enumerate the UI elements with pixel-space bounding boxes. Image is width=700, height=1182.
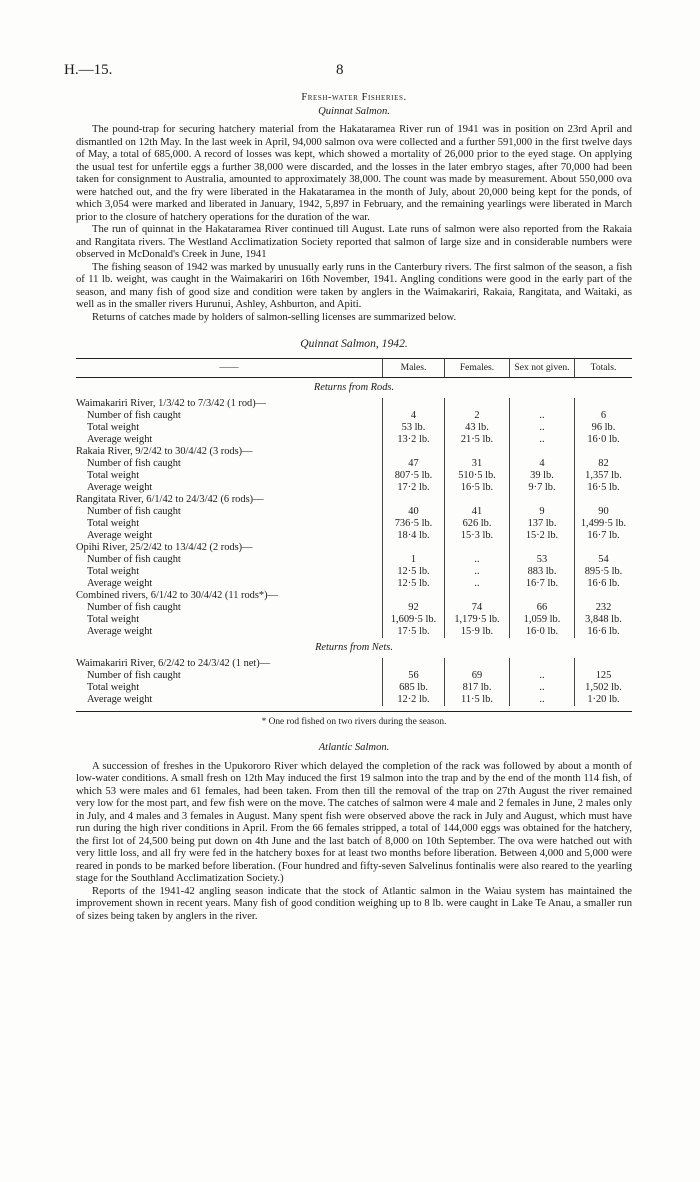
row-label-text: Total weight bbox=[87, 613, 140, 625]
empty-cell bbox=[510, 446, 575, 458]
table-cell: 895·5 lb. bbox=[575, 566, 633, 578]
table-row bbox=[76, 518, 632, 530]
table-cell: 16·0 lb. bbox=[575, 434, 633, 446]
row-label bbox=[76, 626, 383, 638]
row-label bbox=[76, 530, 383, 542]
subheading: Quinnat Salmon. bbox=[318, 105, 390, 117]
row-label-text: Average weight bbox=[87, 577, 153, 589]
row-label-text: Average weight bbox=[87, 693, 153, 705]
table-cell: 4 bbox=[383, 410, 445, 422]
empty-cell bbox=[510, 494, 575, 506]
row-label bbox=[76, 670, 383, 682]
paragraph: The run of quinnat in the Hakataramea River continued till August. Late runs of salmon were also reported from the Rakaia and Rangitata rivers. The Westland Acclimatization Society reported that salmon of large size and in considerable numbers were observed in McDonald's Creek in June, 1941 bbox=[76, 224, 632, 260]
table-cell: 41 bbox=[445, 506, 510, 518]
table-group-row bbox=[76, 398, 632, 410]
table-cell: 74 bbox=[445, 602, 510, 614]
table-cell: .. bbox=[510, 434, 575, 446]
table-footnote: * One rod fished on two rivers during the season. bbox=[76, 711, 632, 729]
table-row bbox=[76, 410, 632, 422]
empty-cell bbox=[383, 542, 445, 554]
table-row bbox=[76, 670, 632, 682]
row-label-text: Total weight bbox=[87, 517, 140, 529]
table-cell: 16·7 lb. bbox=[575, 530, 633, 542]
empty-cell bbox=[383, 446, 445, 458]
table-cell: .. bbox=[445, 566, 510, 578]
table-cell: .. bbox=[510, 682, 575, 694]
row-label bbox=[76, 434, 383, 446]
row-label bbox=[76, 410, 383, 422]
table-cell: 56 bbox=[383, 670, 445, 682]
table-group-row bbox=[76, 542, 632, 554]
table-cell: 69 bbox=[445, 670, 510, 682]
table-cell: 82 bbox=[575, 458, 633, 470]
empty-cell bbox=[510, 658, 575, 670]
column-header: Totals. bbox=[575, 358, 633, 377]
column-header: Males. bbox=[383, 358, 445, 377]
table-cell: 12·5 lb. bbox=[383, 566, 445, 578]
table-cell: 9 bbox=[510, 506, 575, 518]
row-label bbox=[76, 694, 383, 706]
table-cell: 807·5 lb. bbox=[383, 470, 445, 482]
empty-cell bbox=[445, 658, 510, 670]
table-group-row bbox=[76, 446, 632, 458]
table-cell: 12·5 lb. bbox=[383, 578, 445, 590]
row-label bbox=[76, 566, 383, 578]
table-cell: 16·5 lb. bbox=[575, 482, 633, 494]
group-label: Opihi River, 25/2/42 to 13/4/42 (2 rods)— bbox=[76, 541, 253, 553]
column-header: —— bbox=[76, 358, 383, 377]
column-header: Females. bbox=[445, 358, 510, 377]
empty-cell bbox=[383, 590, 445, 602]
table-cell: 16·5 lb. bbox=[445, 482, 510, 494]
table-row bbox=[76, 554, 632, 566]
table-cell: 43 lb. bbox=[445, 422, 510, 434]
table-row bbox=[76, 506, 632, 518]
table-section-row bbox=[76, 638, 632, 658]
table-cell: 18·4 lb. bbox=[383, 530, 445, 542]
empty-cell bbox=[445, 398, 510, 410]
document-body bbox=[76, 92, 632, 923]
empty-cell bbox=[575, 542, 633, 554]
table-cell: 883 lb. bbox=[510, 566, 575, 578]
table-cell: 510·5 lb. bbox=[445, 470, 510, 482]
row-label bbox=[76, 518, 383, 530]
table-row bbox=[76, 470, 632, 482]
table-row bbox=[76, 530, 632, 542]
table-cell: 16·0 lb. bbox=[510, 626, 575, 638]
row-label-text: Total weight bbox=[87, 565, 140, 577]
empty-cell bbox=[383, 494, 445, 506]
table-cell: 13·2 lb. bbox=[383, 434, 445, 446]
empty-cell bbox=[510, 398, 575, 410]
paragraph: A succession of freshes in the Upukororo River which delayed the completion of the rack was followed by about a month of low-water conditions. A small fresh on 12th May induced the first 19 salmon into the trap and by the end of the month 114 fish, of which 53 were males and 61 females, had been taken. From then till the removal of the trap on 27th August the river remained very low for the most part, and few fish were on the move. The catches of salmon were 4 male and 2 females in June, 2 males only in July, and 4 males and 3 females in August. Many spent fish were observed above the rack in July and August, which must have run during the high river conditions in April. From the 66 females stripped, a total of 144,000 eggs was obtained for the hatchery, the first lot of 24,500 being put down on 4th June and the last batch of 8,000 on 10th September. The ova were hatched out with very little loss, and all fry were fed in the hatchery boxes for at least two months before liberation. Between 4,000 and 5,000 were reared in ponds to be marked before liberation. (Four hundred and fifty-seven Salvelinus fontinalis were also reared to the yearling stage for the Southland Acclimatization Society.) bbox=[76, 760, 632, 884]
table-row bbox=[76, 458, 632, 470]
atlantic-heading: Atlantic Salmon. bbox=[318, 742, 390, 753]
table-cell: 137 lb. bbox=[510, 518, 575, 530]
row-label-text: Number of fish caught bbox=[87, 409, 181, 421]
table-cell: 232 bbox=[575, 602, 633, 614]
row-label bbox=[76, 578, 383, 590]
row-label bbox=[76, 554, 383, 566]
row-label bbox=[76, 614, 383, 626]
row-label-text: Average weight bbox=[87, 625, 153, 637]
table-section-row bbox=[76, 377, 632, 398]
empty-cell bbox=[383, 658, 445, 670]
row-label-text: Number of fish caught bbox=[87, 601, 181, 613]
table-cell: 53 lb. bbox=[383, 422, 445, 434]
table-cell: 125 bbox=[575, 670, 633, 682]
table-row bbox=[76, 434, 632, 446]
table-title: Quinnat Salmon, 1942. bbox=[300, 337, 408, 350]
catch-returns-table bbox=[76, 358, 632, 706]
row-label bbox=[76, 506, 383, 518]
table-cell: .. bbox=[510, 410, 575, 422]
row-label-text: Number of fish caught bbox=[87, 553, 181, 565]
table-row bbox=[76, 614, 632, 626]
table-cell: 96 lb. bbox=[575, 422, 633, 434]
paragraph: Returns of catches made by holders of salmon-selling licenses are summarized below. bbox=[92, 311, 457, 323]
row-label-text: Average weight bbox=[87, 481, 153, 493]
table-cell: 685 lb. bbox=[383, 682, 445, 694]
table-cell: 31 bbox=[445, 458, 510, 470]
table-cell: 16·6 lb. bbox=[575, 578, 633, 590]
group-label: Rakaia River, 9/2/42 to 30/4/42 (3 rods)— bbox=[76, 445, 253, 457]
empty-cell bbox=[383, 398, 445, 410]
table-cell: 17·5 lb. bbox=[383, 626, 445, 638]
table-cell: 11·5 lb. bbox=[445, 694, 510, 706]
group-label: Waimakariri River, 6/2/42 to 24/3/42 (1 net)— bbox=[76, 657, 271, 669]
column-header: Sex not given. bbox=[510, 358, 575, 377]
empty-cell bbox=[575, 658, 633, 670]
table-cell: 39 lb. bbox=[510, 470, 575, 482]
table-cell: .. bbox=[445, 578, 510, 590]
table-cell: 6 bbox=[575, 410, 633, 422]
row-label bbox=[76, 482, 383, 494]
group-label: Waimakariri River, 1/3/42 to 7/3/42 (1 rod)— bbox=[76, 397, 267, 409]
empty-cell bbox=[510, 590, 575, 602]
table-cell: 54 bbox=[575, 554, 633, 566]
empty-cell bbox=[575, 446, 633, 458]
group-label: Combined rivers, 6/1/42 to 30/4/42 (11 rods*)— bbox=[76, 589, 278, 601]
empty-cell bbox=[445, 590, 510, 602]
paragraph: The pound-trap for securing hatchery material from the Hakataramea River run of 1941 was in position on 23rd April and dismantled on 12th May. In the last week in April, 94,000 salmon ova were collected and a further 591,000 in the first twelve days of May, a total of 685,000. A record of losses was kept, which showed a mortality of 26,000 prior to the eyed stage. On applying the usual test for unfertile eggs a further 38,000 were discarded, and the losses in the later embryo stages, after 70,000 had been taken for consignment to Australia, amounted to approximately 38,000. The count was made by measurement. About 550,000 ova were hatched out, and the fry were liberated in the Hakataramea in the month of July, about 20,000 being kept for the ponds, of which 3,054 were marked and liberated in January, 1942, 5,897 in February, and the remaining yearlings were liberated in March prior to the closure of hatchery operations for the duration of the war. bbox=[76, 124, 632, 223]
table-cell: 1,179·5 lb. bbox=[445, 614, 510, 626]
table-row bbox=[76, 682, 632, 694]
row-label-text: Average weight bbox=[87, 529, 153, 541]
paragraph: Reports of the 1941-42 angling season indicate that the stock of Atlantic salmon in the Waiau system has maintained the improvement shown in recent years. Many fish of good condition weighing up to 8 lb. were caught in Lake Te Anau, a smaller run of sizes being taken by anglers in the river. bbox=[76, 885, 632, 922]
empty-cell bbox=[445, 542, 510, 554]
section-heading-cell: Returns from Nets. bbox=[315, 641, 393, 653]
table-cell: 15·3 lb. bbox=[445, 530, 510, 542]
empty-cell bbox=[575, 494, 633, 506]
empty-cell bbox=[575, 398, 633, 410]
report-code: H.—15. bbox=[64, 62, 113, 78]
table-cell: .. bbox=[510, 694, 575, 706]
table-cell: 40 bbox=[383, 506, 445, 518]
row-label-text: Number of fish caught bbox=[87, 669, 181, 681]
table-cell: 2 bbox=[445, 410, 510, 422]
row-label bbox=[76, 458, 383, 470]
table-cell: 15·9 lb. bbox=[445, 626, 510, 638]
page-header bbox=[0, 62, 700, 82]
row-label-text: Number of fish caught bbox=[87, 505, 181, 517]
row-label bbox=[76, 470, 383, 482]
table-cell: 9·7 lb. bbox=[510, 482, 575, 494]
table-row bbox=[76, 694, 632, 706]
table-cell: 12·2 lb. bbox=[383, 694, 445, 706]
table-cell: 16·7 lb. bbox=[510, 578, 575, 590]
table-cell: 1,357 lb. bbox=[575, 470, 633, 482]
row-label-text: Average weight bbox=[87, 433, 153, 445]
table-body bbox=[76, 377, 632, 706]
empty-cell bbox=[575, 590, 633, 602]
row-label bbox=[76, 682, 383, 694]
table-group-row bbox=[76, 590, 632, 602]
row-label bbox=[76, 422, 383, 434]
empty-cell bbox=[445, 494, 510, 506]
empty-cell bbox=[445, 446, 510, 458]
table-header-row bbox=[76, 358, 632, 377]
row-label-text: Total weight bbox=[87, 681, 140, 693]
table-cell: 817 lb. bbox=[445, 682, 510, 694]
section-heading-cell: Returns from Rods. bbox=[313, 381, 395, 393]
table-cell: 15·2 lb. bbox=[510, 530, 575, 542]
table-row bbox=[76, 626, 632, 638]
table-cell: .. bbox=[510, 422, 575, 434]
table-cell: 1 bbox=[383, 554, 445, 566]
table-row bbox=[76, 566, 632, 578]
table-cell: .. bbox=[510, 670, 575, 682]
table-row bbox=[76, 578, 632, 590]
row-label-text: Total weight bbox=[87, 469, 140, 481]
table-cell: 53 bbox=[510, 554, 575, 566]
table-cell: 47 bbox=[383, 458, 445, 470]
table-cell: 626 lb. bbox=[445, 518, 510, 530]
table-cell: 92 bbox=[383, 602, 445, 614]
section-heading: Fresh-water Fisheries. bbox=[301, 92, 407, 103]
row-label bbox=[76, 602, 383, 614]
empty-cell bbox=[510, 542, 575, 554]
table-cell: 3,848 lb. bbox=[575, 614, 633, 626]
table-group-row bbox=[76, 494, 632, 506]
row-label-text: Number of fish caught bbox=[87, 457, 181, 469]
group-label: Rangitata River, 6/1/42 to 24/3/42 (6 rods)— bbox=[76, 493, 264, 505]
table-cell: 17·2 lb. bbox=[383, 482, 445, 494]
table-row bbox=[76, 602, 632, 614]
row-label-text: Total weight bbox=[87, 421, 140, 433]
table-cell: 1,499·5 lb. bbox=[575, 518, 633, 530]
table-cell: 4 bbox=[510, 458, 575, 470]
table-row bbox=[76, 422, 632, 434]
table-group-row bbox=[76, 658, 632, 670]
table-cell: 1,502 lb. bbox=[575, 682, 633, 694]
table-cell: .. bbox=[445, 554, 510, 566]
paragraph: The fishing season of 1942 was marked by unusually early runs in the Canterbury rivers. The first salmon of the season, a fish of 11 lb. weight, was caught in the Waimakariri on 16th November, 1941. Angling conditions were good in the early part of the season, and many fish of good size and condition were taken by anglers in the Waimakariri, Rakaia, Rangitata, and Waitaki, as well as in the smaller rivers Hurunui, Ashley, Ashburton, and Apiti. bbox=[76, 261, 632, 310]
table-cell: 1,059 lb. bbox=[510, 614, 575, 626]
table-cell: 736·5 lb. bbox=[383, 518, 445, 530]
table-cell: 16·6 lb. bbox=[575, 626, 633, 638]
table-cell: 21·5 lb. bbox=[445, 434, 510, 446]
table-row bbox=[76, 482, 632, 494]
table-cell: 1,609·5 lb. bbox=[383, 614, 445, 626]
table-cell: 90 bbox=[575, 506, 633, 518]
page-number: 8 bbox=[336, 62, 344, 78]
table-cell: 1·20 lb. bbox=[575, 694, 633, 706]
table-cell: 66 bbox=[510, 602, 575, 614]
